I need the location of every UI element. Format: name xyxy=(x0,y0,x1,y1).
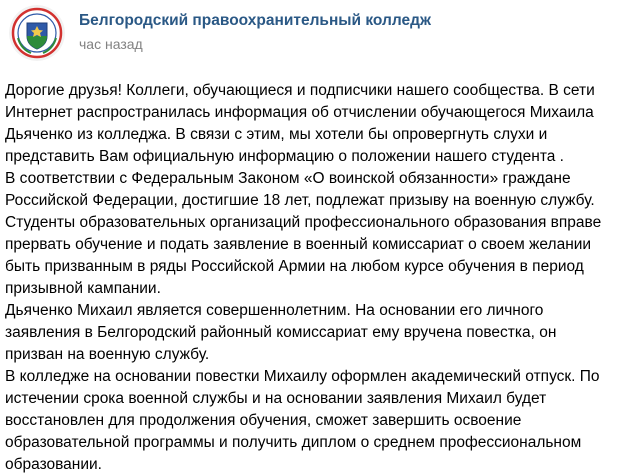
post-paragraph: В колледже на основании повестки Михаилу оформлен академический отпуск. По истечении срока военной службы и на основании заявления Михаил будет восстановлен для продолжения обучения, сможет завершить освоение образовательной программы и получить диплом о среднем профессиональном образовании. xyxy=(5,368,600,473)
post-paragraph: Дьяченко Михаил является совершеннолетним. На основании его личного заявления в Белгородский районный комиссариат ему вручена повестка, он призван на военную службу. xyxy=(5,302,557,363)
post-header xyxy=(9,5,431,61)
post-paragraph: Студенты образовательных организаций профессионального образования вправе прервать обучение и подать заявление в военный комиссариат о своем желании быть призванным в ряды Российской Армии на любом курсе обучения в период призывной кампании. xyxy=(5,214,602,297)
author-link[interactable]: Белгородский правоохранительный колледж xyxy=(79,12,431,29)
post-meta xyxy=(79,5,431,53)
post-paragraph: В соответствии с Федеральным Законом «О воинской обязанности» граждане Российской Федерации, достигшие 18 лет, подлежат призыву на военную службу. xyxy=(5,170,595,209)
college-emblem-icon xyxy=(9,5,65,61)
post-text xyxy=(5,80,613,473)
avatar[interactable] xyxy=(9,5,65,61)
post-time[interactable]: час назад xyxy=(79,36,143,52)
post-paragraph: Дорогие друзья! Коллеги, обучающиеся и подписчики нашего сообщества. В сети Интернет распространилась информация об отчислении обучающегося Михаила Дьяченко из колледжа. В связи с этим, мы хотели бы опровергнуть слухи и представить Вам официальную информацию о положении нашего студента . xyxy=(5,82,595,165)
